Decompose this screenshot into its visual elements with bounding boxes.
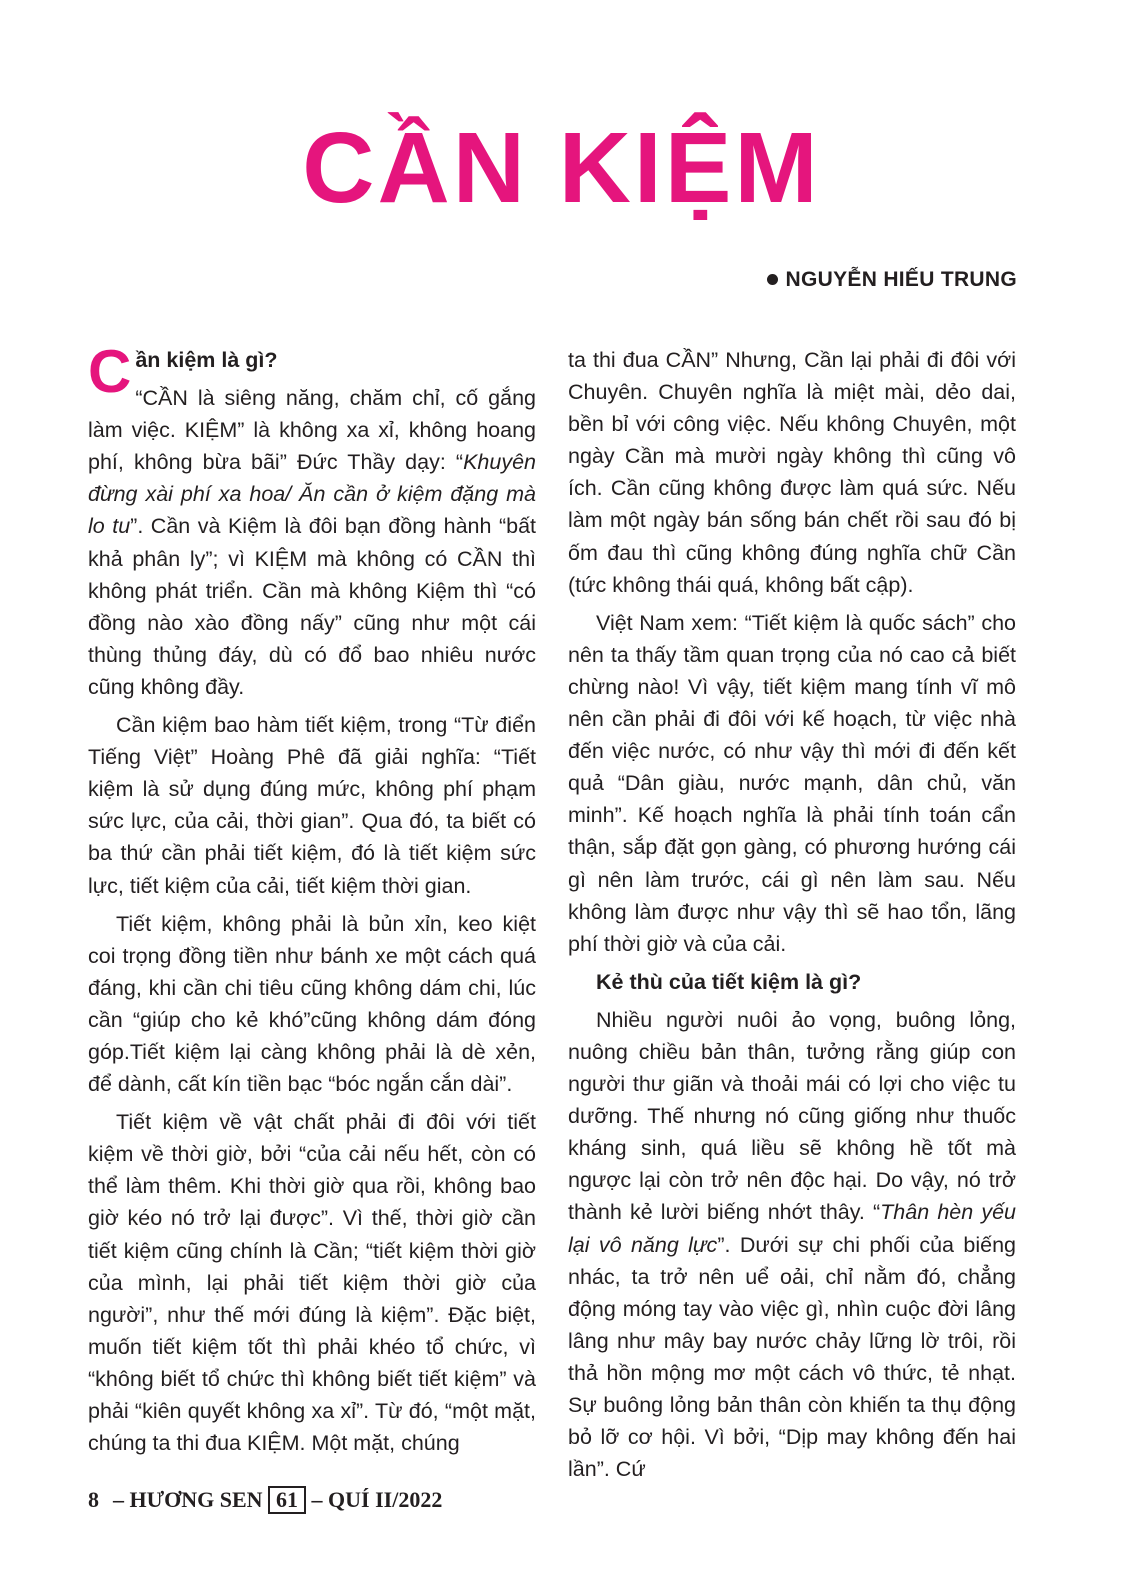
magazine-name: – HƯƠNG SEN — [113, 1487, 263, 1512]
drop-cap: C — [88, 338, 132, 405]
paragraph: Cần kiệm bao hàm tiết kiệm, trong “Từ điển Tiếng Việt” Hoàng Phê đã giải nghĩa: “Tiết kiệm là sử dụng đúng mức, không phí phạm sức lực, của cải, thời gian”. Qua đó, ta biết có ba thứ cần phải tiết kiệm, đó là tiết kiệm sức lực, tiết kiệm của cải, tiết kiệm thời gian. — [88, 713, 536, 898]
paragraph — [568, 1004, 1016, 1485]
section-heading — [88, 338, 536, 405]
italic-quote: Khuyên đừng xài phí xa hoa/ Ăn cần ở kiệm đặng mà lo tu — [88, 450, 536, 539]
article-title: CẦN KIỆM — [302, 112, 821, 224]
page-number: 8 — [88, 1487, 99, 1512]
left-column — [88, 338, 536, 1465]
section-heading: Kẻ thù của tiết kiệm là gì? — [596, 969, 862, 994]
author-name: NGUYỄN HIẾU TRUNG — [785, 268, 1017, 291]
paragraph — [88, 382, 536, 703]
paragraph-text: “CẦN là siêng năng, chăm chỉ, cố gắng làm việc. KIỆM” là không xa xỉ, không hoang phí, không bừa bãi” Đức Thầy dạy: “ — [88, 386, 536, 475]
author-byline — [767, 268, 1017, 292]
right-column — [568, 344, 1016, 1491]
paragraph-text: ”. Dưới sự chi phối của biếng nhác, ta trở nên uể oải, chỉ nằm đó, chẳng động móng tay vào việc gì, nhìn cuộc đời lâng lâng như mây bay nước chảy lững lờ trôi, rồi thả hồn mộng mơ một cách vô thức, tẻ nhạt. Sự buông lỏng bản thân còn khiến ta thụ động bỏ lỡ cơ hội. Vì bởi, “Dịp may không đến hai lần”. Cứ — [568, 1232, 1016, 1482]
paragraph: Việt Nam xem: “Tiết kiệm là quốc sách” cho nên ta thấy tầm quan trọng của nó cao cả biết chừng nào! Vì vậy, tiết kiệm mang tính vĩ mô nên cần phải đi đôi với kế hoạch, từ việc nhà đến việc nước, có như vậy thì mới đi đến kết quả “Dân giàu, nước mạnh, dân chủ, văn minh”. Kế hoạch nghĩa là phải tính toán cẩn thận, sắp đặt gọn gàng, có phương hướng cái gì nên làm trước, cái gì nên làm sau. Nếu không làm được như vậy thì sẽ hao tổn, lãng phí thời giờ và của cải. — [568, 610, 1016, 956]
section-heading-text: ần kiệm là gì? — [135, 348, 278, 372]
issue-date: – QUÍ II/2022 — [311, 1487, 443, 1512]
page-footer — [88, 1486, 442, 1514]
paragraph-text: ”. Cần và Kiệm là đôi bạn đồng hành “bất khả phân ly”; vì KIỆM mà không có CẦN thì không phát triển. Cần mà không Kiệm thì “có đồng nào xào đồng nấy” cũng như một cái thùng thủng đáy, dù có đổ bao nhiêu nước cũng không đầy. — [88, 514, 536, 699]
paragraph: Tiết kiệm, không phải là bủn xỉn, keo kiệt coi trọng đồng tiền như bánh xe một cách quá đáng, khi cần chi tiêu cũng không dám chi, lúc cần “giúp cho kẻ khó”cũng không dám đóng góp.Tiết kiệm lại càng không phải là dè xẻn, để dành, cất kín tiền bạc “bóc ngắn cắn dài”. — [88, 911, 536, 1097]
bullet-icon — [767, 274, 778, 285]
paragraph: Tiết kiệm về vật chất phải đi đôi với tiết kiệm về thời giờ, bởi “của cải nếu hết, còn có thể làm thêm. Khi thời giờ qua rồi, không bao giờ kéo nó trở lại được”. Vì thế, thời giờ cần tiết kiệm cũng chính là Cần; “tiết kiệm thời giờ của mình, lại phải tiết kiệm thời giờ của người”, như thế mới đúng là kiệm”. Đặc biệt, muốn tiết kiệm tốt thì phải khéo tổ chức, vì “không biết tổ chức thì không biết tiết kiệm” và phải “kiên quyết không xa xỉ”. Từ đó, “một mặt, chúng ta thi đua KIỆM. Một mặt, chúng — [88, 1110, 536, 1456]
issue-number: 61 — [268, 1486, 306, 1514]
paragraph-text: Nhiều người nuôi ảo vọng, buông lỏng, nuông chiều bản thân, tưởng rằng giúp con người thư giãn và thoải mái có lợi cho việc tu dưỡng. Thế nhưng nó cũng giống như thuốc kháng sinh, quá liều sẽ không hề tốt mà ngược lại còn trở nên độc hại. Do vậy, nó trở thành kẻ lười biếng nhớt thây. “ — [568, 1007, 1016, 1225]
paragraph: ta thi đua CẦN” Nhưng, Cần lại phải đi đôi với Chuyên. Chuyên nghĩa là miệt mài, dẻo dai, bền bỉ với công việc. Nếu không Chuyên, một ngày Cần mà mười ngày không thì cũng vô ích. Cần cũng không được làm quá sức. Nếu làm một ngày bán sống bán chết rồi sau đó bị ốm đau thì cũng không đúng nghĩa chữ Cần (tức không thái quá, không bất cập). — [568, 348, 1016, 597]
italic-quote: Thân hèn yếu lại vô năng lực — [568, 1200, 1016, 1257]
